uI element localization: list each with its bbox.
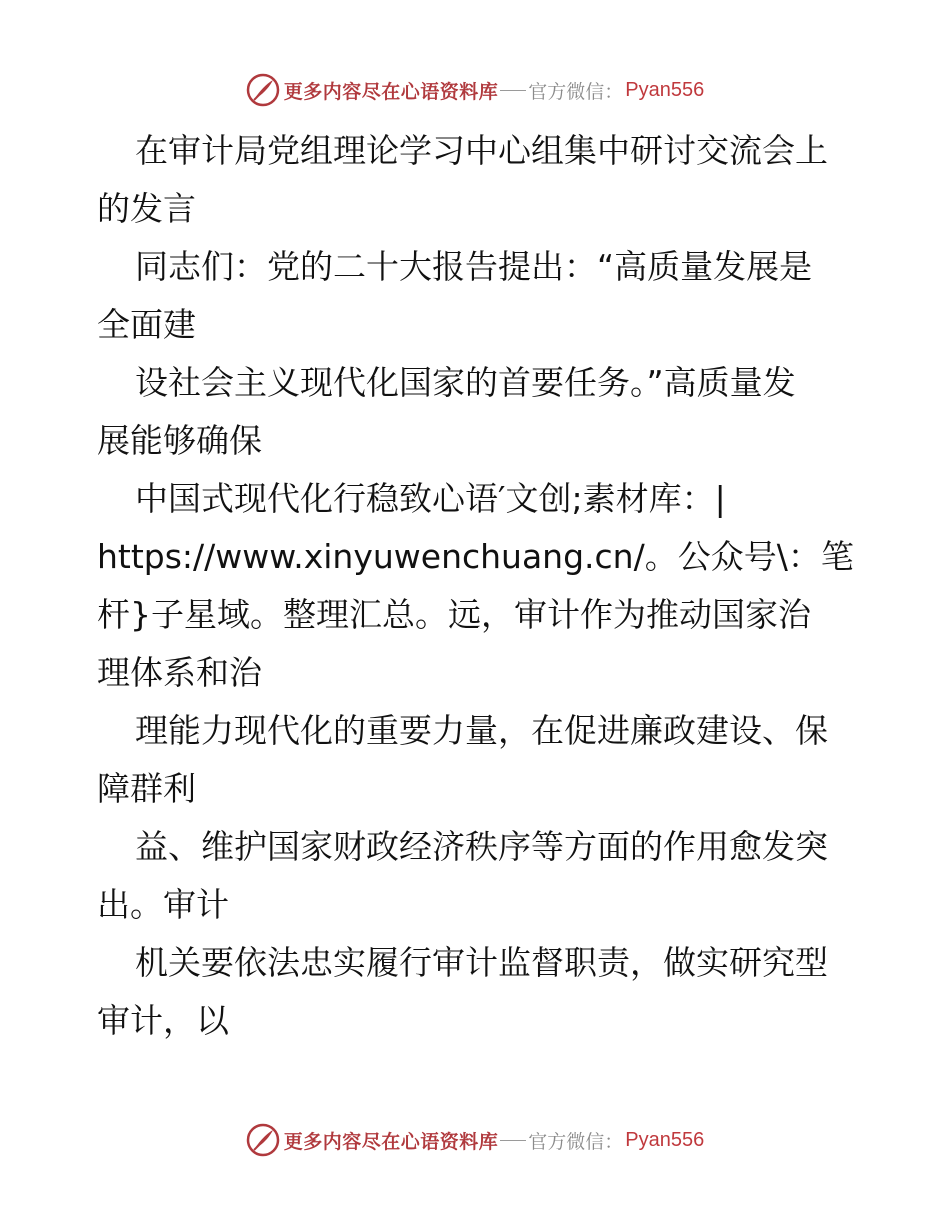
doc-line: 中国式现代化行稳致心语′文创;素材库：|	[135, 479, 726, 518]
doc-line: 设社会主义现代化国家的首要任务。”高质量发	[135, 363, 796, 402]
banner-sub-text: 官方微信：	[528, 80, 624, 103]
doc-line: 益、维护国家财政经济秩序等方面的作用愈发突	[135, 827, 828, 866]
doc-line: 全面建	[97, 305, 196, 344]
footer-banner	[0, 1120, 950, 1160]
doc-line: 出。审计	[97, 885, 229, 924]
doc-line: 理能力现代化的重要力量，在促进廉政建设、保	[135, 711, 828, 750]
banner-brand-text: 更多内容尽在心语资料库	[283, 80, 499, 103]
doc-line: https://www.xinyuwenchuang.cn/。公众号\：笔	[97, 537, 854, 576]
doc-line: 展能够确保	[97, 421, 262, 460]
doc-line: 障群利	[97, 769, 196, 808]
banner-divider	[500, 1140, 526, 1141]
doc-line: 在审计局党组理论学习中心组集中研讨交流会上	[135, 131, 828, 170]
header-banner	[0, 70, 950, 110]
quill-pen-logo-icon	[246, 1123, 280, 1157]
doc-line: 的发言	[97, 189, 196, 228]
banner-wechat-id: Pyan556	[625, 1128, 705, 1151]
doc-line: 审计，以	[97, 1001, 229, 1040]
banner-divider	[500, 90, 526, 91]
doc-line: 理体系和治	[97, 653, 262, 692]
banner-sub-text: 官方微信：	[528, 1130, 624, 1153]
doc-line: 机关要依法忠实履行审计监督职责，做实研究型	[135, 943, 828, 982]
doc-line: 同志们：党的二十大报告提出：“高质量发展是	[135, 247, 813, 286]
banner-wechat-id: Pyan556	[625, 78, 705, 101]
document-body	[97, 122, 857, 1050]
quill-pen-logo-icon	[246, 73, 280, 107]
banner-brand-text: 更多内容尽在心语资料库	[283, 1130, 499, 1153]
doc-line: 杆}子星域。整理汇总。远，审计作为推动国家治	[97, 595, 811, 634]
